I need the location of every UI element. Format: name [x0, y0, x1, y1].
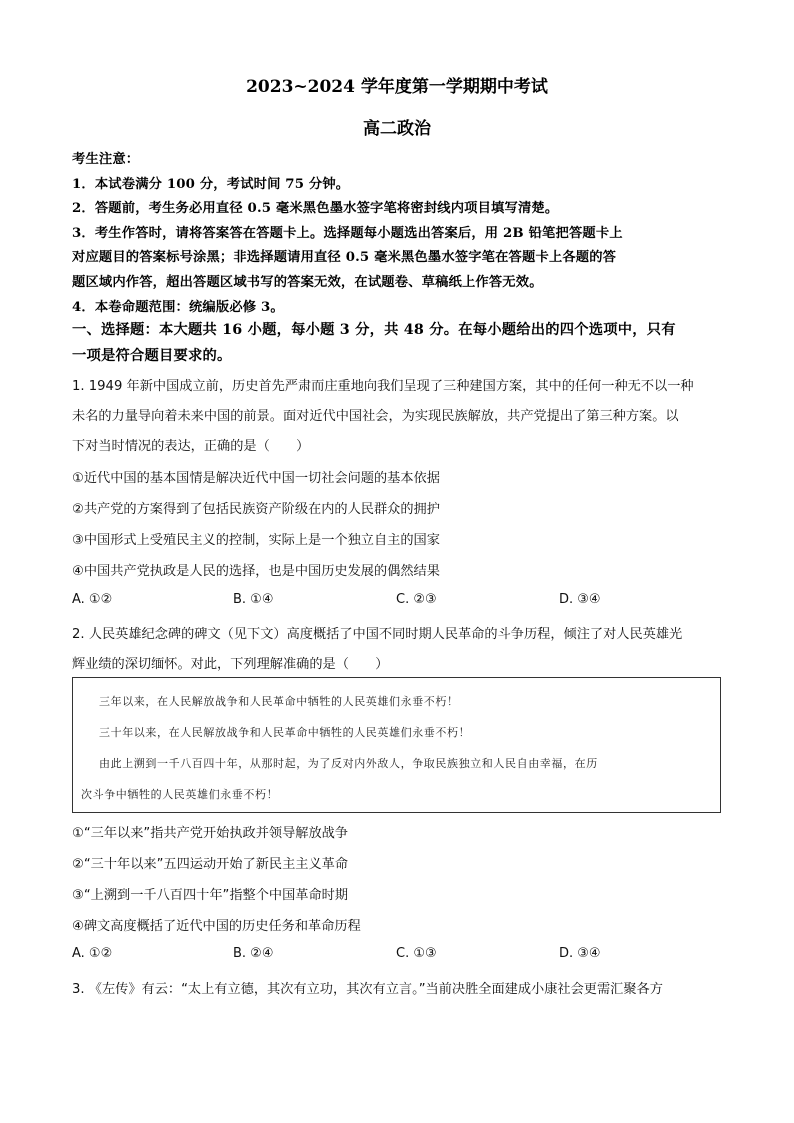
inscription-box — [72, 677, 721, 813]
q1-option-a: A. ①② — [72, 592, 113, 607]
notice-item-3: 3．考生作答时，请将答案答在答题卡上。选择题每小题选出答案后，用 2B 铅笔把答题卡上 — [72, 226, 623, 241]
section-heading-line-1: 一、选择题：本大题共 16 小题，每小题 3 分，共 48 分。在每小题给出的四个选项中，只有 — [72, 322, 676, 338]
inscription-line-1: 三年以来，在人民解放战争和人民革命中牺牲的人民英雄们永垂不朽！ — [99, 695, 459, 708]
q2-option-d: D. ③④ — [559, 946, 601, 961]
exam-subject: 高二政治 — [363, 119, 431, 139]
q2-statement-1: ①“三年以来”指共产党开始执政并领导解放战争 — [72, 826, 349, 841]
notice-item-1: 1．本试卷满分 100 分，考试时间 75 分钟。 — [72, 177, 350, 192]
notice-heading: 考生注意： — [72, 152, 140, 167]
q2-statement-4: ④碑文高度概括了近代中国的历史任务和革命历程 — [72, 919, 361, 934]
q1-option-d: D. ③④ — [559, 592, 601, 607]
q2-option-c: C. ①③ — [396, 946, 437, 961]
q2-option-a: A. ①② — [72, 946, 113, 961]
q1-statement-4: ④中国共产党执政是人民的选择，也是中国历史发展的偶然结果 — [72, 564, 440, 579]
q3-stem-line-1: 3. 《左传》有云：“太上有立德，其次有立功，其次有立言。”当前决胜全面建成小康社会更需汇聚各方 — [72, 982, 663, 997]
inscription-line-2: 三十年以来，在人民解放战争和人民革命中牺牲的人民英雄们永垂不朽！ — [99, 726, 471, 739]
q1-stem-line-2: 未名的力量导向着未来中国的前景。面对近代中国社会，为实现民族解放，共产党提出了第三种方案。以 — [72, 409, 679, 424]
notice-item-3-cont-2: 题区域内作答，超出答题区域书写的答案无效，在试题卷、草稿纸上作答无效。 — [72, 275, 543, 290]
q1-option-b: B. ①④ — [233, 592, 274, 607]
inscription-line-3: 由此上溯到一千八百四十年，从那时起，为了反对内外敌人，争取民族独立和人民自由幸福，在历 — [99, 757, 598, 770]
section-heading-line-2: 一项是符合题目要求的。 — [72, 348, 232, 364]
q2-stem-line-2: 辉业绩的深切缅怀。对此，下列理解准确的是（ ） — [72, 657, 389, 672]
q1-statement-1: ①近代中国的基本国情是解决近代中国一切社会问题的基本依据 — [72, 471, 440, 486]
q1-stem-line-1: 1. 1949 年新中国成立前，历史首先严肃而庄重地向我们呈现了三种建国方案，其中的任何一种无不以一种 — [72, 379, 694, 394]
q2-option-b: B. ②④ — [233, 946, 274, 961]
exam-title: 2023~2024 学年度第一学期期中考试 — [246, 77, 548, 97]
notice-item-2: 2．答题前，考生务必用直径 0.5 毫米黑色墨水签字笔将密封线内项目填写清楚。 — [72, 201, 559, 216]
q1-statement-2: ②共产党的方案得到了包括民族资产阶级在内的人民群众的拥护 — [72, 502, 440, 517]
notice-item-3-cont-1: 对应题目的答案标号涂黑；非选择题请用直径 0.5 毫米黑色墨水签字笔在答题卡上各题的答 — [72, 250, 617, 265]
q2-statement-2: ②“三十年以来”五四运动开始了新民主主义革命 — [72, 857, 349, 872]
inscription-line-4: 次斗争中牺牲的人民英雄们永垂不朽！ — [81, 788, 279, 801]
notice-item-4: 4．本卷命题范围：统编版必修 3。 — [72, 300, 284, 315]
q2-statement-3: ③“上溯到一千八百四十年”指整个中国革命时期 — [72, 888, 349, 903]
q1-statement-3: ③中国形式上受殖民主义的控制，实际上是一个独立自主的国家 — [72, 533, 440, 548]
q2-stem-line-1: 2. 人民英雄纪念碑的碑文（见下文）高度概括了中国不同时期人民革命的斗争历程，倾注了对人民英雄光 — [72, 627, 683, 642]
q1-stem-line-3: 下对当时情况的表达，正确的是（ ） — [72, 439, 310, 454]
q1-option-c: C. ②③ — [396, 592, 437, 607]
